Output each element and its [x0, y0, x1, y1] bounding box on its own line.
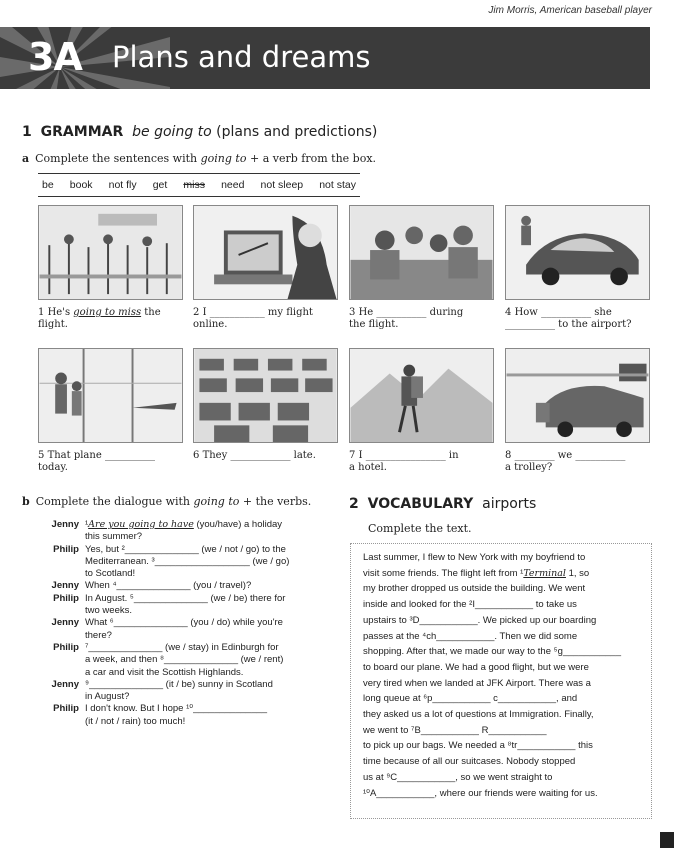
section-heading: VOCABULARY — [367, 496, 474, 512]
dialogue-line: in August? — [85, 691, 130, 703]
section-topic-suffix: (plans and predictions) — [216, 124, 378, 140]
text-line: upstairs to ³D___________. We picked up our boarding — [363, 614, 597, 626]
dialogue-line: two weeks. — [85, 605, 132, 617]
text-line: long queue at ⁶p___________ c___________, and — [363, 693, 578, 705]
dialogue-line: to Scotland! — [85, 568, 136, 580]
text-line: they asked us a lot of questions at Immigration. Finally, — [363, 709, 594, 721]
caption-5: 5 That plane __________ today. — [38, 450, 155, 473]
part-a-instruction: a Complete the sentences with going to + a verb from the box. — [22, 152, 377, 165]
section-heading: GRAMMAR — [40, 124, 124, 140]
caption-8: 8 ________ we __________ a trolley? — [505, 450, 626, 473]
dialogue-line: (it / not / rain) too much! — [85, 715, 186, 727]
dialogue-line: a car and visit the Scottish Highlands. — [85, 666, 244, 678]
illustration-sports-car — [505, 205, 650, 300]
example-answer: Are you going to have — [88, 519, 194, 530]
unit-number: 3A — [28, 35, 82, 79]
section-2-heading — [349, 496, 536, 512]
example-answer: going to miss — [73, 307, 142, 318]
part-label: a — [22, 152, 30, 165]
section-number: 1 — [22, 124, 32, 140]
caption-6: 6 They ____________ late. — [193, 450, 316, 461]
dialogue-line: this summer? — [85, 531, 143, 543]
text-line: to board our plane. We had a good flight, but we were — [363, 661, 589, 673]
text-line: inside and looked for the ²I___________ to take us — [363, 599, 577, 611]
caption-4: 4 How __________ she __________ to the airport? — [505, 307, 632, 330]
illustration-online-booking — [193, 205, 338, 300]
illustration-missed-flight — [38, 205, 183, 300]
text-line: very tired when we landed at JFK Airport. There was a — [363, 677, 591, 689]
part-b-instruction: b Complete the dialogue with going to + the verbs. — [22, 495, 312, 508]
text-line: passes at the ⁴ch___________. Then we did some — [363, 630, 578, 642]
dialogue-line: Mediterranean. ³__________________ (we / go) — [85, 555, 290, 567]
text-line: ¹⁰A___________, where our friends were waiting for us. — [363, 787, 598, 799]
section-number: 2 — [349, 496, 359, 512]
unit-title: Plans and dreams — [112, 40, 371, 74]
quote-credit: Jim Morris, American baseball player — [488, 5, 652, 16]
text-line: Last summer, I flew to New York with my boyfriend to — [363, 552, 586, 563]
word-item: need — [221, 179, 245, 191]
caption-2: 2 I ___________ my flight online. — [193, 307, 313, 330]
dialogue-line: Philip Yes, but ²______________ (we / not / go) to the — [53, 543, 286, 555]
dialogue-line: there? — [85, 629, 112, 641]
page-corner-marker — [660, 832, 674, 848]
illustration-noisy-flight — [349, 205, 494, 300]
section-2-instruction: Complete the text. — [368, 522, 472, 535]
text-line: my brother dropped us outside the building. We went — [363, 583, 586, 595]
dialogue-line: Philip ⁷______________ (we / stay) in Edinburgh for — [53, 641, 279, 653]
illustration-plane-window — [38, 348, 183, 443]
word-item: be — [42, 179, 54, 191]
text-line: visit some friends. The flight left from ¹Terminal 1, so — [363, 567, 590, 579]
dialogue-line: Philip I don't know. But I hope ¹⁰______________ — [53, 703, 268, 715]
word-item: book — [69, 179, 93, 191]
text-line: us at ⁹C___________, so we went straight to — [363, 771, 553, 783]
illustration-trolley-car — [505, 348, 650, 443]
word-item: not fly — [108, 179, 137, 191]
illustration-traffic-jam — [193, 348, 338, 443]
illustration-hiker — [349, 348, 494, 443]
caption-3: 3 He __________ during the flight. — [349, 307, 464, 330]
section-topic: airports — [482, 496, 537, 512]
caption-7: 7 I ________________ in a hotel. — [349, 450, 459, 473]
text-line: shopping. After that, we made our way to the ⁵g___________ — [363, 646, 621, 658]
vocabulary-text — [350, 543, 652, 819]
part-label: b — [22, 495, 30, 508]
text-line: to pick up our bags. We needed a ⁸tr___________ this — [363, 740, 593, 752]
word-item: get — [152, 179, 168, 191]
word-item: not stay — [319, 179, 356, 191]
dialogue-line: a week, and then ⁸______________ (we / rent) — [85, 654, 284, 666]
dialogue — [45, 519, 335, 728]
word-box — [38, 173, 360, 197]
text-line: we went to ⁷B___________ R___________ — [363, 724, 547, 736]
dialogue-line: Jenny What ⁶______________ (you / do) while you're — [51, 617, 283, 629]
dialogue-line: Jenny When ⁴______________ (you / travel)? — [51, 580, 252, 592]
caption-1: 1 He's going to miss the flight. — [38, 307, 161, 330]
text-line: time because of all our suitcases. Nobody stopped — [363, 756, 576, 768]
dialogue-line: Jenny ⁹______________ (it / be) sunny in Scotland — [51, 678, 273, 690]
unit-banner — [0, 27, 650, 89]
word-item: not sleep — [260, 179, 304, 191]
word-item-used: miss — [183, 179, 205, 191]
example-answer: Terminal — [523, 567, 566, 579]
section-1-heading — [22, 124, 377, 140]
dialogue-line: Jenny ¹Are you going to have (you/have) a holiday — [51, 519, 283, 530]
section-topic: be going to — [132, 124, 212, 140]
dialogue-line: Philip In August. ⁵______________ (we / be) there for — [53, 592, 286, 604]
